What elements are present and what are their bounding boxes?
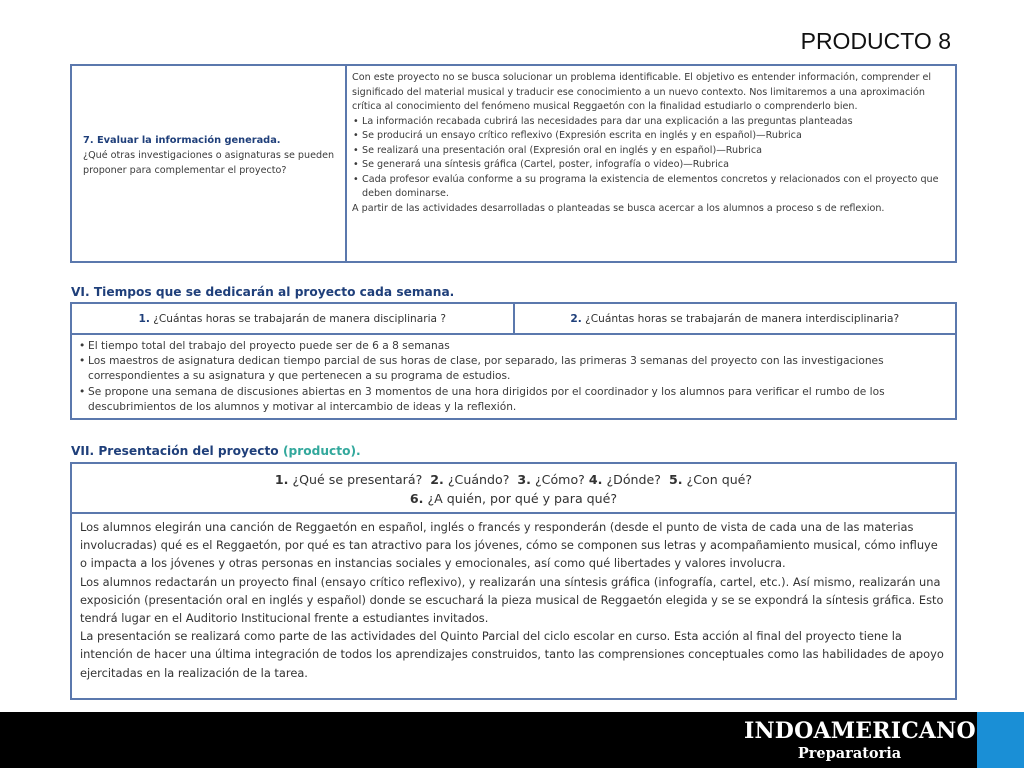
school-logo-subtitle: Preparatoria xyxy=(797,745,902,762)
footer-bar xyxy=(0,712,1024,768)
time-table-body xyxy=(72,335,955,415)
evaluation-bullet-list xyxy=(352,115,949,202)
school-logo-name: INDOAMERICANO xyxy=(744,718,976,744)
list-item: • Se generará una síntesis gráfica (Cartel, poster, infografía o video)—Rubrica xyxy=(352,158,949,173)
evaluation-answer-cell xyxy=(347,66,955,261)
evaluation-closing: A partir de las actividades desarrolladas o planteadas se busca acercar a los alumnos a proceso s de reflexion. xyxy=(352,202,885,214)
time-table xyxy=(70,302,957,420)
section-vi-title: VI. Tiempos que se dedicarán al proyecto cada semana. xyxy=(71,285,455,299)
list-item: • El tiempo total del trabajo del proyecto puede ser de 6 a 8 semanas xyxy=(78,339,949,354)
presentation-questions: 1. ¿Qué se presentará? 2. ¿Cuándo? 3. ¿Cómo? 4. ¿Dónde? 5. ¿Con qué? 6. ¿A quién, por qué y para qué? xyxy=(72,464,955,514)
time-bullet-list xyxy=(78,339,949,415)
evaluation-prompt-cell xyxy=(72,66,347,261)
bullet-icon: • xyxy=(79,355,86,368)
bullet-icon: • xyxy=(353,115,359,127)
list-item: • Cada profesor evalúa conforme a su programa la existencia de elementos concretos y relacionados con el proyecto que deben dominarse. xyxy=(353,173,939,199)
presentation-paragraph: Los alumnos elegirán una canción de Reggaetón en español, inglés o francés y responderán (desde el punto de vista de cada una de las materias involucradas) qué es el Reggaetón, por qué es tan atractivo para los jóvenes, cómo se componen sus letras y acompañamiento musical, cómo influye o impacta a los jóvenes y otras personas en instancias sociales y emocionales, así como qué libertades y valores involucra. xyxy=(80,520,938,571)
section-vii-title: VII. Presentación del proyecto (producto). xyxy=(71,444,361,458)
evaluation-question: ¿Qué otras investigaciones o asignaturas se pueden proponer para complementar el proyecto? xyxy=(83,150,335,176)
presentation-paragraph: La presentación se realizará como parte de las actividades del Quinto Parcial del ciclo escolar en curso. Esta acción al final del proyecto tiene la intención de hacer una última integración de todos los aprendizajes construidos, tanto las comprensiones conceptuales como las habilidades de apoyo ejercitadas en la realización de la tarea. xyxy=(80,629,944,680)
bullet-icon: • xyxy=(353,173,359,185)
list-item: • Se producirá un ensayo crítico reflexivo (Expresión escrita en inglés y en español)—Rubrica xyxy=(352,129,949,144)
list-item: • Los maestros de asignatura dedican tiempo parcial de sus horas de clase, por separado, las primeras 3 semanas del proyecto con las investigaciones correspondientes a su asignatura y que pertenecen a su programa de estudios. xyxy=(79,355,884,383)
slide-title: PRODUCTO 8 xyxy=(800,28,951,54)
evaluation-heading: 7. Evaluar la información generada. xyxy=(83,135,281,146)
section-vii-title-accent: (producto). xyxy=(282,444,361,458)
list-item: • Se realizará una presentación oral (Expresión oral en inglés y en español)—Rubrica xyxy=(352,144,949,159)
disciplinary-hours-header: 1. ¿Cuántas horas se trabajarán de manera disciplinaria ? xyxy=(72,304,515,333)
presentation-paragraph: Los alumnos redactarán un proyecto final (ensayo crítico reflexivo), y realizarán una síntesis gráfica (infografía, cartel, etc.). Así mismo, realizarán una exposición (presentación oral en inglés y español) donde se escuchará la pieza musical de Reggaetón elegida y se se expondrá la síntesis gráfica. Esto tendrá lugar en el Auditorio Institucional frente a estudiantes invitados. xyxy=(80,574,944,626)
footer-accent-block xyxy=(977,712,1024,768)
time-table-header xyxy=(72,304,955,335)
evaluation-intro: Con este proyecto no se busca solucionar un problema identificable. El objetivo es entender información, comprender el significado del material musical y traducir ese conocimiento a un nuevo contexto. Nos limitaremos a una aproximación crítica al conocimiento del fenómeno musical Reggaetón con la finalidad estudiarlo o comprenderlo bien. xyxy=(352,72,932,112)
interdisciplinary-hours-header: 2. ¿Cuántas horas se trabajarán de manera interdisciplinaria? xyxy=(570,312,900,325)
bullet-icon: • xyxy=(353,130,359,141)
bullet-icon: • xyxy=(79,340,86,352)
presentation-description xyxy=(72,514,955,682)
evaluation-table xyxy=(70,64,957,263)
presentation-table xyxy=(70,462,957,700)
list-item: • La información recabada cubrirá las necesidades para dar una explicación a las preguntas planteadas xyxy=(352,115,949,130)
bullet-icon: • xyxy=(79,385,86,398)
bullet-icon: • xyxy=(353,159,359,170)
list-item: • Se propone una semana de discusiones abiertas en 3 momentos de una hora dirigidos por el coordinador y los alumnos para verificar el rumbo de los descubrimientos de los alumnos y motivar al intercambio de ideas y la reflexión. xyxy=(79,385,885,413)
bullet-icon: • xyxy=(353,144,359,156)
